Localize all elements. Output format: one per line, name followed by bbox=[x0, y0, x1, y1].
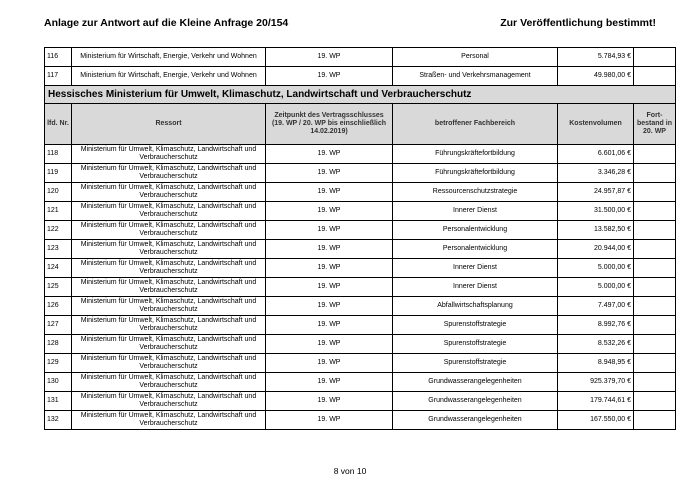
table-row bbox=[45, 240, 676, 259]
cell-kostenvolumen: 20.944,00 € bbox=[558, 240, 634, 259]
cell-fortbestand bbox=[634, 145, 676, 164]
table-row bbox=[45, 411, 676, 430]
table-row bbox=[45, 297, 676, 316]
cell-kostenvolumen: 24.957,87 € bbox=[558, 183, 634, 202]
cell-ressort: Ministerium für Umwelt, Klimaschutz, Landwirtschaft und Verbraucherschutz bbox=[72, 240, 266, 259]
cell-kostenvolumen: 8.948,95 € bbox=[558, 354, 634, 373]
cell-fortbestand bbox=[634, 202, 676, 221]
column-header-row bbox=[45, 104, 676, 145]
cell-ressort: Ministerium für Umwelt, Klimaschutz, Landwirtschaft und Verbraucherschutz bbox=[72, 411, 266, 430]
col-header-nr: lfd. Nr. bbox=[45, 104, 72, 145]
page-header bbox=[44, 17, 656, 29]
cell-fortbestand bbox=[634, 392, 676, 411]
cell-fortbestand bbox=[634, 373, 676, 392]
cell-kostenvolumen: 13.582,50 € bbox=[558, 221, 634, 240]
cell-nr: 117 bbox=[45, 67, 72, 86]
cell-ressort: Ministerium für Wirtschaft, Energie, Verkehr und Wohnen bbox=[72, 67, 266, 86]
cell-fortbestand bbox=[634, 278, 676, 297]
cell-nr: 116 bbox=[45, 48, 72, 67]
cell-zeitpunkt: 19. WP bbox=[266, 221, 393, 240]
cell-zeitpunkt: 19. WP bbox=[266, 278, 393, 297]
table-row bbox=[45, 145, 676, 164]
section-title: Hessisches Ministerium für Umwelt, Klimaschutz, Landwirtschaft und Verbraucherschutz bbox=[45, 86, 676, 104]
cell-nr: 121 bbox=[45, 202, 72, 221]
cell-fachbereich: Grundwasserangelegenheiten bbox=[393, 392, 558, 411]
cell-zeitpunkt: 19. WP bbox=[266, 411, 393, 430]
cell-nr: 131 bbox=[45, 392, 72, 411]
cell-zeitpunkt: 19. WP bbox=[266, 240, 393, 259]
cell-fachbereich: Abfallwirtschaftsplanung bbox=[393, 297, 558, 316]
cell-zeitpunkt: 19. WP bbox=[266, 48, 393, 67]
col-header-zeitpunkt: Zeitpunkt des Vertragsschlusses (19. WP / 20. WP bis einschließlich 14.02.2019) bbox=[266, 104, 393, 145]
table-row bbox=[45, 373, 676, 392]
cell-kostenvolumen: 3.346,28 € bbox=[558, 164, 634, 183]
cell-nr: 127 bbox=[45, 316, 72, 335]
cell-kostenvolumen: 179.744,61 € bbox=[558, 392, 634, 411]
cell-kostenvolumen: 8.532,26 € bbox=[558, 335, 634, 354]
cell-fortbestand bbox=[634, 67, 676, 86]
cell-zeitpunkt: 19. WP bbox=[266, 202, 393, 221]
col-header-ressort: Ressort bbox=[72, 104, 266, 145]
cell-fachbereich: Führungskräftefortbildung bbox=[393, 164, 558, 183]
cell-nr: 120 bbox=[45, 183, 72, 202]
cell-nr: 118 bbox=[45, 145, 72, 164]
table-row bbox=[45, 354, 676, 373]
cell-kostenvolumen: 7.497,00 € bbox=[558, 297, 634, 316]
cell-fortbestand bbox=[634, 221, 676, 240]
cell-kostenvolumen: 31.500,00 € bbox=[558, 202, 634, 221]
cell-ressort: Ministerium für Umwelt, Klimaschutz, Landwirtschaft und Verbraucherschutz bbox=[72, 221, 266, 240]
cell-fachbereich: Ressourcenschutzstrategie bbox=[393, 183, 558, 202]
section-rows bbox=[45, 145, 676, 430]
cell-zeitpunkt: 19. WP bbox=[266, 354, 393, 373]
top-rows bbox=[45, 48, 676, 86]
cell-fortbestand bbox=[634, 240, 676, 259]
col-header-kostenvolumen: Kostenvolumen bbox=[558, 104, 634, 145]
cell-ressort: Ministerium für Umwelt, Klimaschutz, Landwirtschaft und Verbraucherschutz bbox=[72, 373, 266, 392]
table-row bbox=[45, 221, 676, 240]
col-header-fortbestand: Fort-bestand in 20. WP bbox=[634, 104, 676, 145]
cell-ressort: Ministerium für Umwelt, Klimaschutz, Landwirtschaft und Verbraucherschutz bbox=[72, 202, 266, 221]
table-row bbox=[45, 259, 676, 278]
cell-fortbestand bbox=[634, 164, 676, 183]
publication-note: Zur Veröffentlichung bestimmt! bbox=[500, 17, 656, 29]
cell-fortbestand bbox=[634, 183, 676, 202]
cell-zeitpunkt: 19. WP bbox=[266, 316, 393, 335]
cell-fortbestand bbox=[634, 297, 676, 316]
cell-fortbestand bbox=[634, 259, 676, 278]
cell-ressort: Ministerium für Wirtschaft, Energie, Verkehr und Wohnen bbox=[72, 48, 266, 67]
cell-nr: 125 bbox=[45, 278, 72, 297]
cell-ressort: Ministerium für Umwelt, Klimaschutz, Landwirtschaft und Verbraucherschutz bbox=[72, 183, 266, 202]
cell-nr: 123 bbox=[45, 240, 72, 259]
cell-zeitpunkt: 19. WP bbox=[266, 145, 393, 164]
cell-ressort: Ministerium für Umwelt, Klimaschutz, Landwirtschaft und Verbraucherschutz bbox=[72, 259, 266, 278]
cell-fachbereich: Grundwasserangelegenheiten bbox=[393, 373, 558, 392]
cell-zeitpunkt: 19. WP bbox=[266, 373, 393, 392]
cell-nr: 130 bbox=[45, 373, 72, 392]
table-row bbox=[45, 202, 676, 221]
table-row bbox=[45, 278, 676, 297]
cell-ressort: Ministerium für Umwelt, Klimaschutz, Landwirtschaft und Verbraucherschutz bbox=[72, 354, 266, 373]
cell-ressort: Ministerium für Umwelt, Klimaschutz, Landwirtschaft und Verbraucherschutz bbox=[72, 316, 266, 335]
cell-fachbereich: Spurenstoffstrategie bbox=[393, 354, 558, 373]
cell-zeitpunkt: 19. WP bbox=[266, 183, 393, 202]
cell-nr: 129 bbox=[45, 354, 72, 373]
cell-fachbereich: Personalentwicklung bbox=[393, 240, 558, 259]
cell-fortbestand bbox=[634, 48, 676, 67]
cell-ressort: Ministerium für Umwelt, Klimaschutz, Landwirtschaft und Verbraucherschutz bbox=[72, 392, 266, 411]
cell-ressort: Ministerium für Umwelt, Klimaschutz, Landwirtschaft und Verbraucherschutz bbox=[72, 164, 266, 183]
cell-ressort: Ministerium für Umwelt, Klimaschutz, Landwirtschaft und Verbraucherschutz bbox=[72, 297, 266, 316]
cell-ressort: Ministerium für Umwelt, Klimaschutz, Landwirtschaft und Verbraucherschutz bbox=[72, 145, 266, 164]
cell-kostenvolumen: 49.980,00 € bbox=[558, 67, 634, 86]
cell-nr: 119 bbox=[45, 164, 72, 183]
cell-fachbereich: Innerer Dienst bbox=[393, 278, 558, 297]
cell-fortbestand bbox=[634, 411, 676, 430]
table-row bbox=[45, 316, 676, 335]
cell-fortbestand bbox=[634, 354, 676, 373]
table-row bbox=[45, 48, 676, 67]
cell-kostenvolumen: 167.550,00 € bbox=[558, 411, 634, 430]
table-row bbox=[45, 335, 676, 354]
cell-fachbereich: Straßen- und Verkehrsmanagement bbox=[393, 67, 558, 86]
document-title: Anlage zur Antwort auf die Kleine Anfrage 20/154 bbox=[44, 17, 289, 29]
col-header-fachbereich: betroffener Fachbereich bbox=[393, 104, 558, 145]
cell-ressort: Ministerium für Umwelt, Klimaschutz, Landwirtschaft und Verbraucherschutz bbox=[72, 278, 266, 297]
cell-fachbereich: Innerer Dienst bbox=[393, 202, 558, 221]
cell-nr: 126 bbox=[45, 297, 72, 316]
cell-zeitpunkt: 19. WP bbox=[266, 164, 393, 183]
cell-fachbereich: Spurenstoffstrategie bbox=[393, 316, 558, 335]
cell-zeitpunkt: 19. WP bbox=[266, 259, 393, 278]
cell-kostenvolumen: 5.000,00 € bbox=[558, 259, 634, 278]
cell-zeitpunkt: 19. WP bbox=[266, 67, 393, 86]
table-row bbox=[45, 392, 676, 411]
cell-kostenvolumen: 8.992,76 € bbox=[558, 316, 634, 335]
page-number: 8 von 10 bbox=[333, 466, 367, 476]
cell-kostenvolumen: 5.784,93 € bbox=[558, 48, 634, 67]
cell-zeitpunkt: 19. WP bbox=[266, 335, 393, 354]
cell-ressort: Ministerium für Umwelt, Klimaschutz, Landwirtschaft und Verbraucherschutz bbox=[72, 335, 266, 354]
cell-fachbereich: Spurenstoffstrategie bbox=[393, 335, 558, 354]
cell-fachbereich: Führungskräftefortbildung bbox=[393, 145, 558, 164]
section-header-row bbox=[45, 86, 676, 104]
cell-nr: 124 bbox=[45, 259, 72, 278]
cell-zeitpunkt: 19. WP bbox=[266, 392, 393, 411]
cell-fortbestand bbox=[634, 316, 676, 335]
cell-fachbereich: Personal bbox=[393, 48, 558, 67]
cell-nr: 132 bbox=[45, 411, 72, 430]
table-row bbox=[45, 183, 676, 202]
cell-kostenvolumen: 925.379,70 € bbox=[558, 373, 634, 392]
cell-nr: 122 bbox=[45, 221, 72, 240]
cell-zeitpunkt: 19. WP bbox=[266, 297, 393, 316]
cell-fachbereich: Personalentwicklung bbox=[393, 221, 558, 240]
cell-fachbereich: Innerer Dienst bbox=[393, 259, 558, 278]
cell-kostenvolumen: 5.000,00 € bbox=[558, 278, 634, 297]
table-row bbox=[45, 164, 676, 183]
cell-nr: 128 bbox=[45, 335, 72, 354]
contracts-table bbox=[44, 47, 676, 430]
cell-fortbestand bbox=[634, 335, 676, 354]
table-row bbox=[45, 67, 676, 86]
cell-kostenvolumen: 6.601,06 € bbox=[558, 145, 634, 164]
cell-fachbereich: Grundwasserangelegenheiten bbox=[393, 411, 558, 430]
